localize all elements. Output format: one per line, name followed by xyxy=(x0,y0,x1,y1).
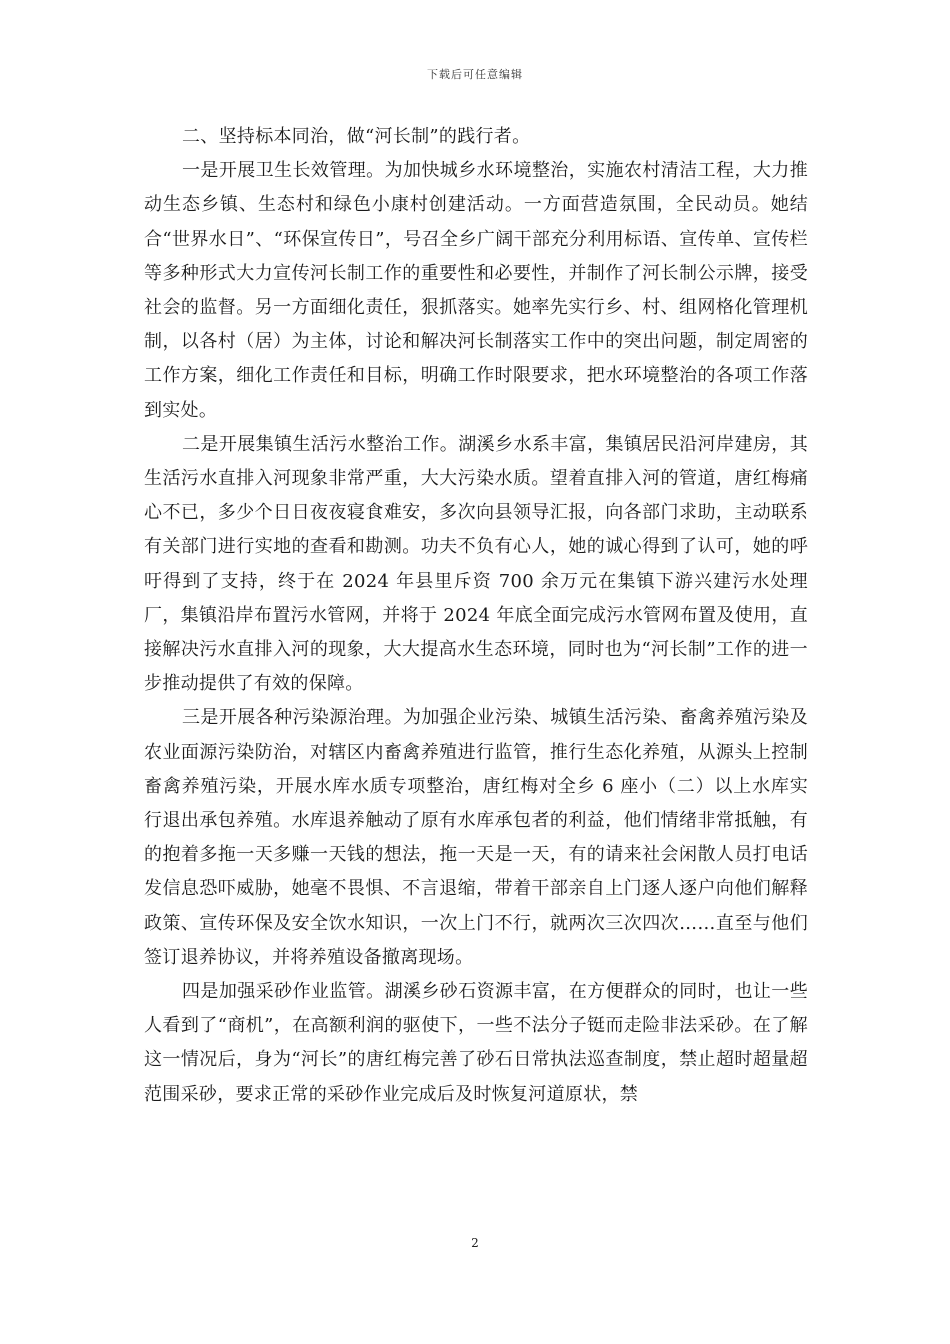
page-number: 2 xyxy=(471,1236,479,1250)
paragraph-3: 三是开展各种污染源治理。为加强企业污染、城镇生活污染、畜禽养殖污染及农业面源污染防治，对辖区内畜禽养殖进行监管，推行生态化养殖，从源头上控制畜禽养殖污染，开展水库水质专项整治，唐红梅对全乡 6 座小（二）以上水库实行退出承包养殖。水库退养触动了原有水库承包者的利益，他们情绪非常抵触，有的抱着多拖一天多赚一天钱的想法，拖一天是一天，有的请来社会闲散人员打电话发信息恐吓威胁，她毫不畏惧、不言退缩，带着干部亲自上门逐人逐户向他们解释政策、宣传环保及安全饮水知识，一次上门不行，就两次三次四次……直至与他们签订退养协议，并将养殖设备撤离现场。 xyxy=(144,707,808,968)
page-header: 下载后可任意编辑 xyxy=(427,68,523,81)
document-body xyxy=(144,120,808,1112)
paragraph-1: 一是开展卫生长效管理。为加快城乡水环境整治，实施农村清洁工程，大力推动生态乡镇、生态村和绿色小康村创建活动。一方面营造氛围，全民动员。她结合“世界水日”、“环保宣传日”，号召全乡广阔干部充分利用标语、宣传单、宣传栏等多种形式大力宣传河长制工作的重要性和必要性，并制作了河长制公示牌，接受社会的监督。另一方面细化责任，狠抓落实。她率先实行乡、村、组网格化管理机制，以各村（居）为主体，讨论和解决河长制落实工作中的突出问题，制定周密的工作方案，细化工作责任和目标，明确工作时限要求，把水环境整治的各项工作落到实处。 xyxy=(144,160,808,421)
section-heading: 二、坚持标本同治，做“河长制”的践行者。 xyxy=(182,126,531,147)
paragraph-4: 四是加强采砂作业监管。湖溪乡砂石资源丰富，在方便群众的同时，也让一些人看到了“商机”，在高额利润的驱使下，一些不法分子铤而走险非法采砂。在了解这一情况后，身为“河长”的唐红梅完善了砂石日常执法巡查制度，禁止超时超量超范围采砂，要求正常的采砂作业完成后及时恢复河道原状，禁 xyxy=(144,981,808,1105)
paragraph-2: 二是开展集镇生活污水整治工作。湖溪乡水系丰富，集镇居民沿河岸建房，其生活污水直排入河现象非常严重，大大污染水质。望着直排入河的管道，唐红梅痛心不已，多少个日日夜夜寝食难安，多次向县领导汇报，向各部门求助，主动联系有关部门进行实地的查看和勘测。功夫不负有心人，她的诚心得到了认可，她的呼吁得到了支持，终于在 2024 年县里斥资 700 余万元在集镇下游兴建污水处理厂，集镇沿岸布置污水管网，并将于 2024 年底全面完成污水管网布置及使用，直接解决污水直排入河的现象，大大提高水生态环境，同时也为“河长制”工作的进一步推动提供了有效的保障。 xyxy=(144,433,808,695)
